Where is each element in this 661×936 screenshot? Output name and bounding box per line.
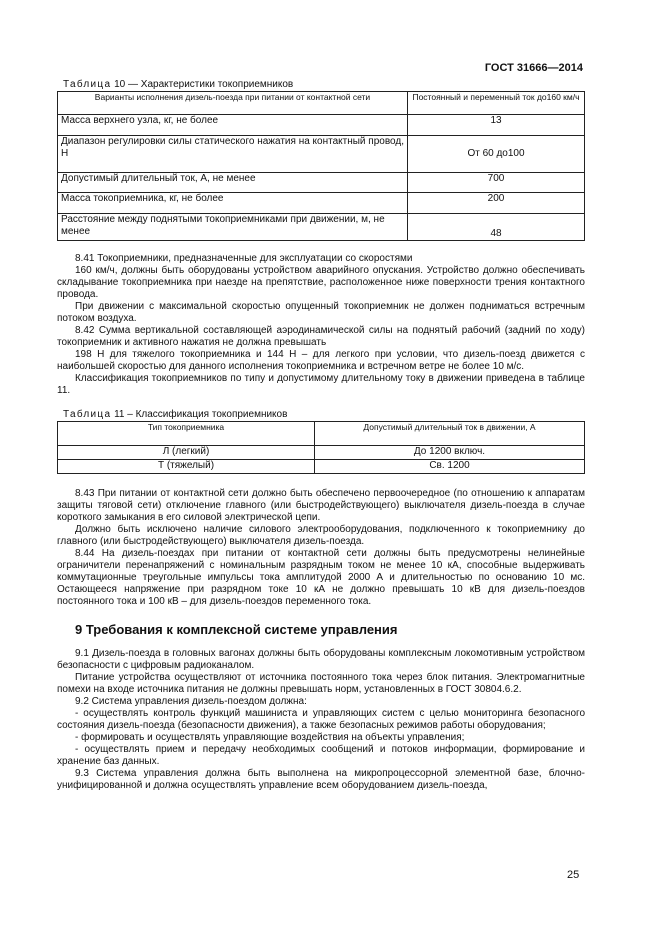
paragraph-9-3: 9.3 Система управления должна быть выполнена на микропроцессорной элементной базе, блочно- унифицированной и должна осуществлять управление всем оборудованием дизель-поезда, [57,768,585,791]
paragraph-8-42: 8.42 Сумма вертикальной составляющей аэродинамической силы на поднятый рабочий (задний по ходу) токоприемник и активного нажатия не должна превышать [57,325,585,348]
table11-row-type: Т (тяжелый) [58,460,315,474]
paragraph-8-43: 8.43 При питании от контактной сети должно быть обеспечено первоочередное (по отношению к аппаратам защиты тяговой сети) отключение главного (или быстродействующего) выключателя дизель-поезда в случае короткого замыкания в его силовой электрической цепи. [57,488,585,523]
paragraph: Должно быть исключено наличие силового электрооборудования, подключенного к токоприемнику до главного (или быстродействующего) выключателя дизель-поезда. [57,524,585,547]
paragraph-9-2: 9.2 Система управления дизель-поездом должна: [75,696,307,707]
table-tokopriemniki-characteristics [57,91,585,241]
paragraph-8-41: 8.41 Токоприемники, предназначенные для эксплуатации со скоростями [75,253,413,264]
table10-row-value: 700 [408,173,585,193]
paragraph-9-1: 9.1 Дизель-поезда в головных вагонах должны быть оборудованы комплексным локомотивным устройством безопасности с цифровым радиоканалом. [57,648,585,671]
table-row [58,446,585,460]
table10-col2-header: Постоянный и переменный ток до160 км/ч [408,92,585,115]
table10-row-value: От 60 до100 [408,136,585,173]
table10-row-value: 48 [408,214,585,241]
table-row [58,193,585,214]
table-row [58,173,585,193]
table11-col2-header: Допустимый длительный ток в движении, А [315,422,585,446]
table11-caption-prefix: Таблица [63,409,112,420]
table10-row-label: Масса верхнего узла, кг, не более [58,115,408,136]
table10-row-value: 13 [408,115,585,136]
paragraph-8-44: 8.44 На дизель-поездах при питании от контактной сети должны быть предусмотрены нелинейные ограничители перенапряжений с номинальным разрядным током не менее 10 кА, способные выдерживать коммутационные треугольные импульсы тока амплитудой 2000 А и длительностью по основанию 10 мс. Остающееся напряжение при разрядном токе 10 кА не должно превышать 10 кВ для дизель-поездов постоянного тока и 100 кВ – для дизель-поездов переменного тока. [57,548,585,607]
table-row [58,115,585,136]
table-tokopriemniki-classification [57,421,585,474]
paragraph: 160 км/ч, должны быть оборудованы устройством аварийного опускания. Устройство должно обеспечивать складывание токоприемника при наезде на препятствие, расположенное ниже поверхности трения контактного провода. [57,265,585,300]
table10-col1-header: Варианты исполнения дизель-поезда при питании от контактной сети [58,92,408,115]
paragraph: Питание устройства осуществляют от источника постоянного тока через блок питания. Электромагнитные помехи на входе источника питания не должны превышать норм, установленных в ГОСТ 30804.6.2. [57,672,585,695]
section-9-heading: 9 Требования к комплексной системе управления [75,622,398,637]
table10-row-label: Диапазон регулировки силы статического нажатия на контактный провод, Н [58,136,408,173]
table11-caption-title: 11 – Классификация токоприемников [111,409,288,420]
table10-caption [63,79,585,91]
table11-row-current: До 1200 включ. [315,446,585,460]
paragraph: При движении с максимальной скоростью опущенный токоприемник не должен подниматься встречным потоком воздуха. [57,301,585,324]
table-row [58,460,585,474]
list-item: - формировать и осуществлять управляющие воздействия на объекты управления; [75,732,465,743]
table10-row-label: Допустимый длительный ток, А, не менее [58,173,408,193]
table10-caption-title: 10 — Характеристики токоприемников [111,79,294,90]
list-item: - осуществлять прием и передачу необходимых сообщений и потоков информации, формирование и хранение баз данных. [57,744,585,767]
table11-header-row [58,422,585,446]
table11-row-current: Св. 1200 [315,460,585,474]
page-number: 25 [567,869,580,881]
paragraph: Классификация токоприемников по типу и допустимому длительному току в движении приведена в таблице 11. [57,373,585,396]
table11-caption [63,409,585,421]
list-item: - осуществлять контроль функций машиниста и управляющих систем с целью мониторинга безопасного состояния дизель-поезда (безопасности движения), а также безопасных режимов работы оборудования; [57,708,585,731]
paragraph: 198 Н для тяжелого токоприемника и 144 Н – для легкого при условии, что дизель-поезд движется с наибольшей скоростью для данного исполнения токоприемника и встречном ветре не более 10 м/с. [57,349,585,372]
table-row [58,214,585,241]
table10-caption-prefix: Таблица [63,79,112,90]
table10-header-row [58,92,585,115]
table10-row-label: Масса токоприемника, кг, не более [58,193,408,214]
document-code: ГОСТ 31666—2014 [484,62,583,74]
table11-col1-header: Тип токоприемника [58,422,315,446]
table10-row-label: Расстояние между поднятыми токоприемниками при движении, м, не менее [58,214,408,241]
table-row [58,136,585,173]
page-content [57,79,585,792]
table11-row-type: Л (легкий) [58,446,315,460]
table10-row-value: 200 [408,193,585,214]
